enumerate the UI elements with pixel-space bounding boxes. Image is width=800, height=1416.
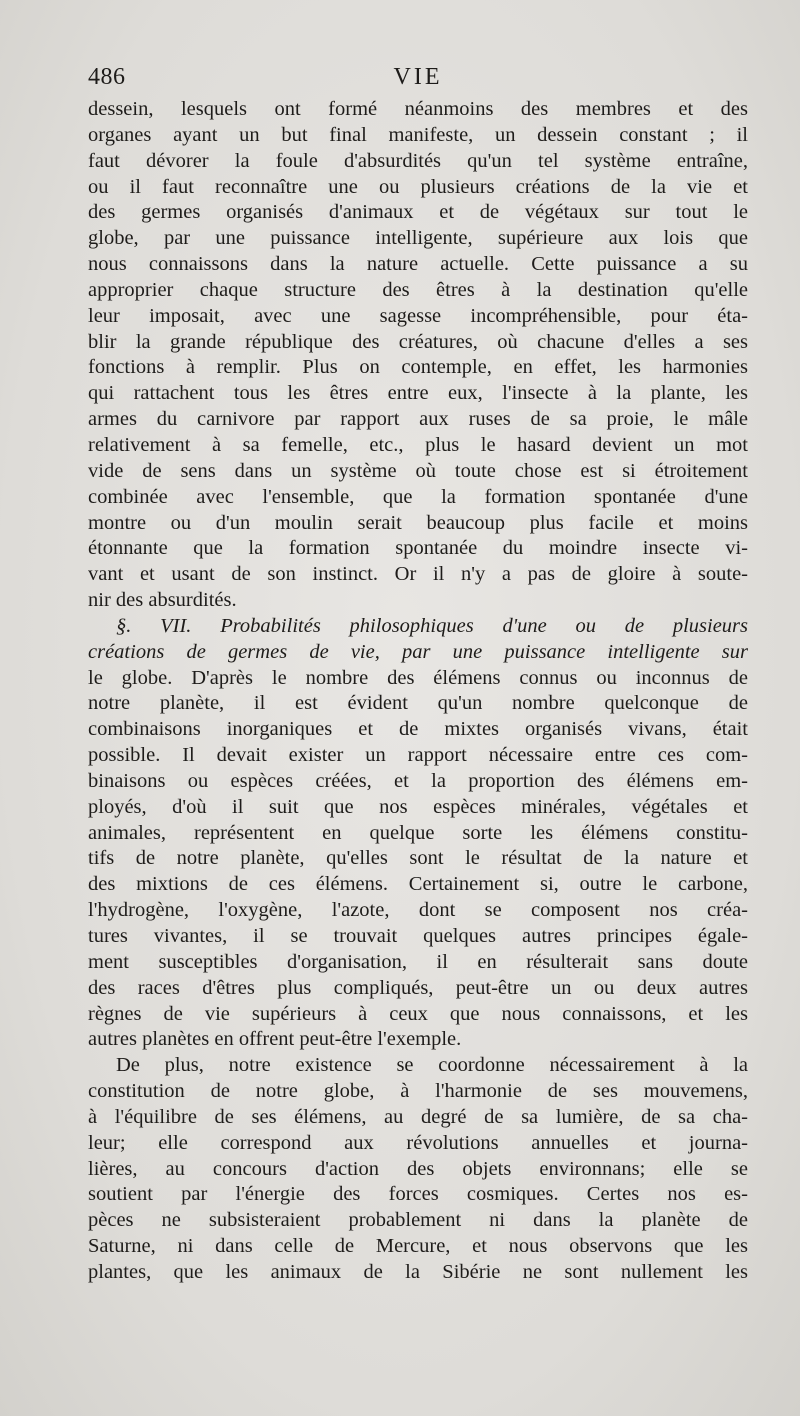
text-line: tifs de notre planète, qu'elles sont le résultat de la nature et [88,847,748,870]
running-title: VIE [393,64,443,90]
text-line: binaisons ou espèces créées, et la proportion des élémens em- [88,769,748,792]
text-line: organes ayant un but final manifeste, un dessein constant ; il [88,123,748,146]
text-line: nous connaissons dans la nature actuelle. Cette puissance a su [88,253,748,276]
text-line: possible. Il devait exister un rapport nécessaire entre ces com- [88,744,748,767]
section-heading-line: §. VII. Probabilités philosophiques d'une ou de plusieurs [116,614,748,637]
text-line: ou il faut reconnaître une ou plusieurs créations de la vie et [88,175,748,198]
text-line: lières, au concours d'action des objets environnans; elle se [88,1157,748,1180]
text-line: des races d'êtres plus compliqués, peut-être un ou deux autres [88,976,748,999]
page-header [88,64,748,96]
page-number: 486 [88,64,126,90]
text-line: ployés, d'où il suit que nos espèces minérales, végétales et [88,795,748,818]
text-line: fonctions à remplir. Plus on contemple, en effet, les harmonies [88,356,748,379]
text-line: approprier chaque structure des êtres à la destination qu'elle [88,278,748,301]
text-line: étonnante que la formation spontanée du moindre insecte vi- [88,537,748,560]
text-line: leur imposait, avec une sagesse incompréhensible, pour éta- [88,304,748,327]
text-line: combinée avec l'ensemble, que la formation spontanée d'une [88,485,748,508]
text-line: plantes, que les animaux de la Sibérie ne sont nullement les [88,1260,748,1283]
text-line: De plus, notre existence se coordonne nécessairement à la [116,1054,748,1077]
text-line: vant et usant de son instinct. Or il n'y a pas de gloire à soute- [88,563,748,586]
text-line: relativement à sa femelle, etc., plus le hasard devient un mot [88,433,748,456]
text-line: ment susceptibles d'organisation, il en résulterait sans doute [88,950,748,973]
text-line: vide de sens dans un système où toute chose est si étroitement [88,459,748,482]
text-line: animales, représentent en quelque sorte les élémens constitu- [88,821,748,844]
text-line: règnes de vie supérieurs à ceux que nous connaissons, et les [88,1002,748,1025]
text-line: combinaisons inorganiques et de mixtes organisés vivans, était [88,718,748,741]
text-line: des germes organisés d'animaux et de végétaux sur tout le [88,201,748,224]
text-line: montre ou d'un moulin serait beaucoup plus facile et moins [88,511,748,534]
text-line: constitution de notre globe, à l'harmonie de ses mouvemens, [88,1080,748,1103]
text-line: nir des absurdités. [88,589,237,612]
text-line: des mixtions de ces élémens. Certainement si, outre le carbone, [88,873,748,896]
text-line: armes du carnivore par rapport aux ruses de sa proie, le mâle [88,408,748,431]
text-line: dessein, lesquels ont formé néanmoins des membres et des [88,98,748,120]
text-line: l'hydrogène, l'oxygène, l'azote, dont se composent nos créa- [88,899,748,922]
text-line: Saturne, ni dans celle de Mercure, et nous observons que les [88,1235,748,1258]
text-line: notre planète, il est évident qu'un nombre quelconque de [88,692,748,715]
text-line: blir la grande république des créatures, où chacune d'elles a ses [88,330,748,353]
text-body [88,97,748,1286]
text-line: le globe. D'après le nombre des élémens connus ou inconnus de [88,666,748,689]
text-line: qui rattachent tous les êtres entre eux, l'insecte à la plante, les [88,382,748,405]
text-line: à l'équilibre de ses élémens, au degré de sa lumière, de sa cha- [88,1105,748,1128]
text-line: leur; elle correspond aux révolutions annuelles et journa- [88,1131,748,1154]
text-line: soutient par l'énergie des forces cosmiques. Certes nos es- [88,1183,748,1206]
text-line: pèces ne subsisteraient probablement ni dans la planète de [88,1209,748,1232]
text-line: tures vivantes, il se trouvait quelques autres principes égale- [88,925,748,947]
text-line: autres planètes en offrent peut-être l'exemple. [88,1028,462,1051]
text-line: globe, par une puissance intelligente, supérieure aux lois que [88,227,748,250]
text-line: faut dévorer la foule d'absurdités qu'un tel système entraîne, [88,149,748,172]
section-heading-line: créations de germes de vie, par une puissance intelligente sur [88,640,748,663]
